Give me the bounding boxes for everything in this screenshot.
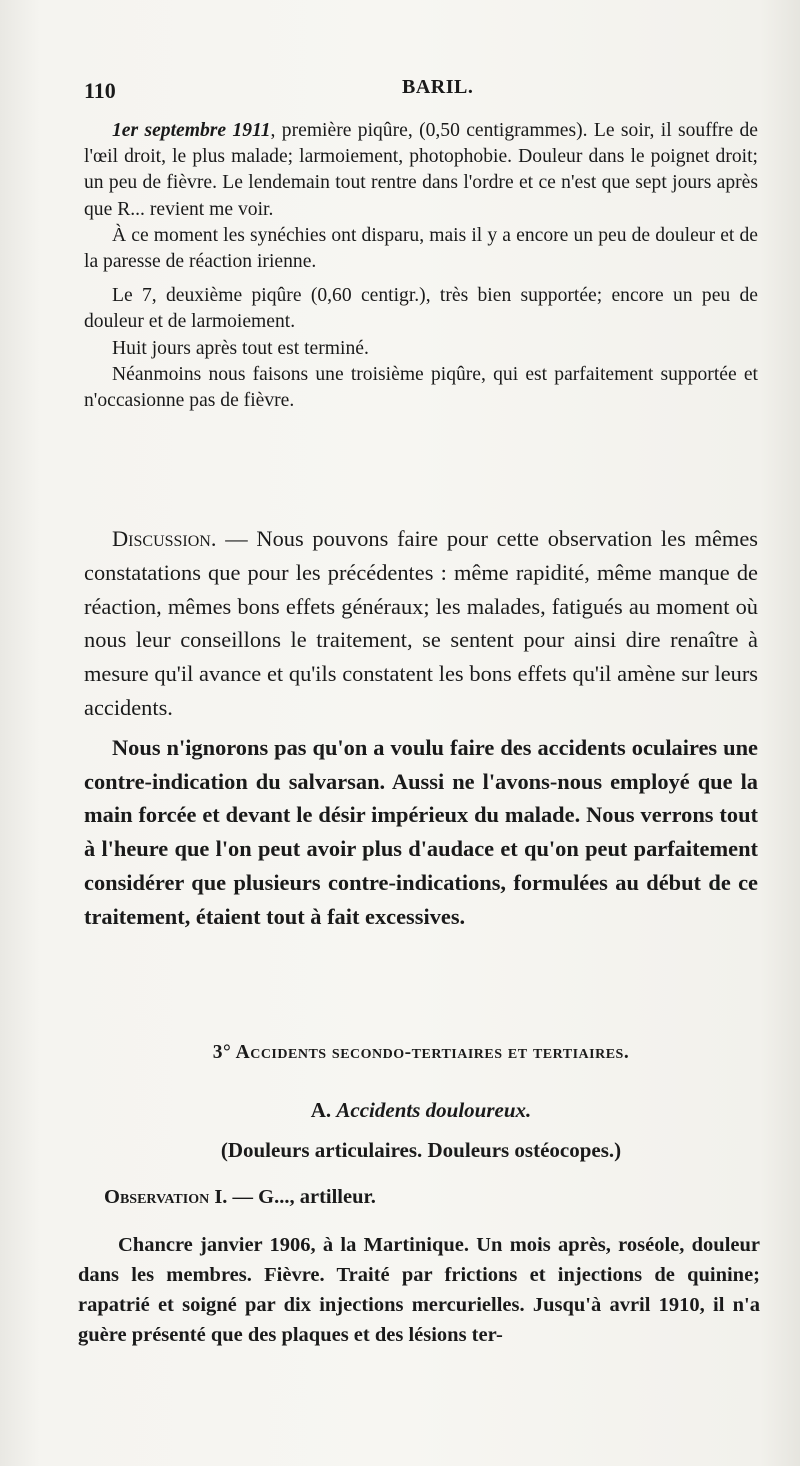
- case-notes: [84, 118, 758, 414]
- paragraph-third-injection: Néanmoins nous faisons une troisième piqûre, qui est parfaitement supportée et n'occasionne pas de fièvre.: [84, 363, 758, 412]
- paragraph-synechies: À ce moment les synéchies ont disparu, mais il y a encore un peu de douleur et de la paresse de réaction irienne.: [84, 224, 758, 273]
- observation-text: Chancre janvier 1906, à la Martinique. Un mois après, roséole, douleur dans les membres. Fièvre. Traité par frictions et injections de quinine; rapatrié et soigné par dix injections mercurielles. Jusqu'à avril 1910, il n'a guère présenté que des plaques et des lésions ter-: [78, 1234, 760, 1346]
- discussion-paragraph-1: [84, 522, 758, 725]
- discussion-section: [84, 522, 758, 934]
- paragraph-resolution: Huit jours après tout est terminé.: [112, 337, 369, 359]
- discussion-label: Discussion.: [112, 526, 217, 551]
- observation-body: [78, 1230, 760, 1350]
- paragraph-second-injection: Le 7, deuxième piqûre (0,60 centigr.), très bien supportée; encore un peu de douleur et de larmoiement.: [84, 285, 758, 333]
- subsection-title: Accidents douloureux.: [336, 1098, 532, 1122]
- paragraph-text: , première piqûre, (0,50 centigrammes). Le soir, il souffre de l'œil droit, le plus malade; larmoiement, photophobie. Douleur dans le poignet droit; un peu de fièvre. Le lendemain tout rentre dans l'ordre et ce n'est que sept jours après que R... revient me voir.: [84, 120, 758, 220]
- page-number: 110: [84, 78, 116, 103]
- observation-subject: — G..., artilleur.: [227, 1186, 376, 1208]
- subsection-letter: A.: [310, 1098, 332, 1122]
- date-entry: 1er septembre 1911: [112, 120, 271, 141]
- page-header: [84, 74, 744, 108]
- section-title: 3° Accidents secondo-tertiaires et tertiaires.: [212, 1042, 630, 1063]
- subsection-parenthetical: (Douleurs articulaires. Douleurs ostéocopes.): [220, 1138, 622, 1162]
- paragraph-first-injection: [84, 118, 758, 223]
- discussion-text: — Nous pouvons faire pour cette observation les mêmes constatations que pour les précédentes : même rapidité, même manque de réaction, mêmes bons effets généraux; les malades, fatigués au moment où nous leur conseillons le traitement, se sentent pour ainsi dire renaître à mesure qu'il avance et qu'ils constatent les bons effets qu'il amène sur leurs accidents.: [84, 526, 758, 720]
- running-title: BARIL.: [402, 76, 474, 98]
- discussion-paragraph-2: Nous n'ignorons pas qu'on a voulu faire des accidents oculaires une contre-indication du salvarsan. Aussi ne l'avons-nous employé que la main forcée et devant le désir impérieux du malade. Nous verrons tout à l'heure que l'on peut avoir plus d'audace et qu'on peut parfaitement considérer que plusieurs contre-indications, formulées au début de ce traitement, étaient tout à fait excessives.: [84, 734, 758, 929]
- subsection-heading: [84, 1098, 758, 1123]
- observation-label: Observation I.: [104, 1186, 228, 1208]
- observation-heading: [104, 1186, 758, 1209]
